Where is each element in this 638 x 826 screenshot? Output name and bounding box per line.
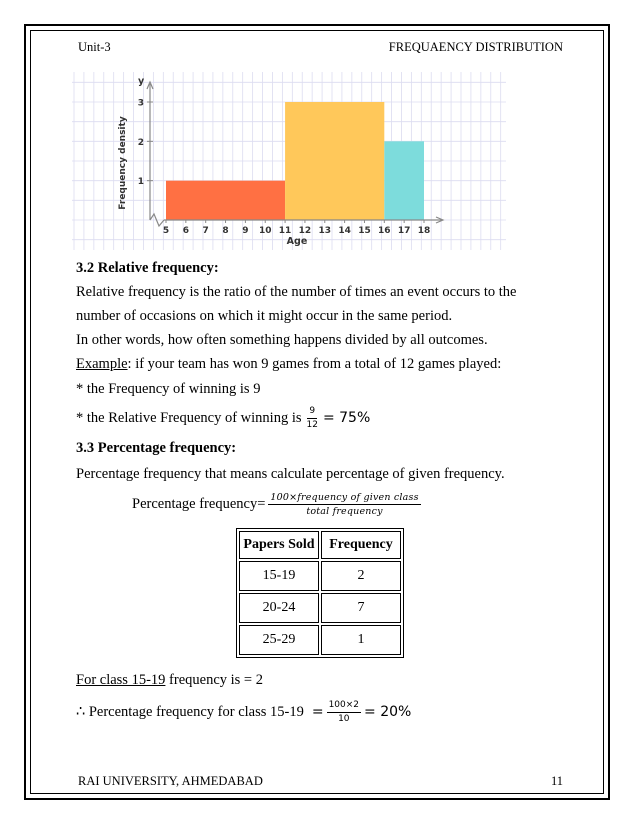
header-unit: Unit-3 <box>78 40 111 54</box>
footer-university: RAI UNIVERSITY, AHMEDABAD <box>78 774 263 788</box>
column-header-frequency: Frequency <box>321 531 401 559</box>
bullet-relative-frequency <box>76 406 370 431</box>
x-tick-label: 17 <box>397 226 411 236</box>
x-tick-label: 5 <box>162 226 170 236</box>
section-heading-percentage: 3.3 Percentage frequency: <box>76 440 237 456</box>
calc-equals: = <box>311 703 324 720</box>
histogram-bar <box>285 102 384 220</box>
example-label: Example <box>76 356 128 372</box>
table-cell: 25-29 <box>239 625 319 655</box>
histogram-chart <box>72 72 506 250</box>
calc-percentage-label: ∴ Percentage frequency for class 15-19 <box>76 703 304 720</box>
example-line <box>76 356 501 373</box>
frequency-table <box>236 528 404 658</box>
header-title: FREQUAENCY DISTRIBUTION <box>388 40 563 54</box>
percentage-formula <box>132 492 424 517</box>
calc-line-1 <box>76 672 263 689</box>
table-cell: 7 <box>321 593 401 623</box>
x-axis-label: Age <box>286 236 308 247</box>
relative-definition-line-1: Relative frequency is the ratio of the number of times an event occurs to the <box>76 284 517 300</box>
x-tick-label: 6 <box>182 226 189 236</box>
relative-fraction <box>305 406 320 431</box>
x-tick-label: 7 <box>202 226 209 236</box>
bullet-relative-label: * the Relative Frequency of winning is <box>76 409 302 426</box>
table-row <box>239 593 401 623</box>
example-text: : if your team has won 9 games from a total of 12 games played: <box>127 356 502 372</box>
table-header-row <box>239 531 401 559</box>
formula-fraction <box>268 492 420 517</box>
table-cell: 20-24 <box>239 593 319 623</box>
histogram-bar <box>166 181 285 220</box>
y-tick-label: 2 <box>137 137 144 148</box>
bullet-frequency: * the Frequency of winning is 9 <box>76 381 261 397</box>
calc-denominator: 10 <box>338 714 350 724</box>
table-cell: 1 <box>321 625 401 655</box>
x-tick-label: 12 <box>298 226 312 236</box>
fraction-denominator: 12 <box>306 420 318 430</box>
calc-result: = 20% <box>364 703 412 720</box>
relative-result: = 75% <box>322 409 371 426</box>
x-tick-label: 13 <box>318 226 332 236</box>
calc-fraction <box>327 700 361 725</box>
x-tick-label: 9 <box>242 226 249 236</box>
percentage-definition: Percentage frequency that means calculate percentage of given frequency. <box>76 466 505 482</box>
x-tick-label: 8 <box>222 226 229 236</box>
x-tick-label: 10 <box>258 226 272 236</box>
table-row <box>239 561 401 591</box>
y-axis-letter: y <box>138 76 145 87</box>
y-tick-label: 1 <box>137 177 144 188</box>
y-axis-label: Frequency density <box>118 116 128 210</box>
calc-numerator: 100×2 <box>327 700 361 713</box>
calc-line-2 <box>76 700 411 725</box>
x-tick-label: 11 <box>278 226 292 236</box>
x-tick-label: 15 <box>358 226 371 236</box>
formula-numerator: 100×frequency of given class <box>270 492 419 503</box>
relative-definition-line-3: In other words, how often something happens divided by all outcomes. <box>76 332 488 348</box>
x-tick-label: 18 <box>417 226 431 236</box>
section-heading-relative: 3.2 Relative frequency: <box>76 260 219 276</box>
relative-definition-line-2: number of occasions on which it might occur in the same period. <box>76 308 453 324</box>
x-tick-label: 14 <box>338 226 351 236</box>
fraction-numerator: 9 <box>307 406 317 419</box>
x-tick-label: 16 <box>378 226 391 236</box>
formula-label: Percentage frequency= <box>132 495 266 512</box>
calc-frequency-text: frequency is = 2 <box>165 672 263 688</box>
table-row <box>239 625 401 655</box>
footer-page-number: 11 <box>550 774 563 788</box>
table-cell: 2 <box>321 561 401 591</box>
column-header-papers-sold: Papers Sold <box>239 531 319 559</box>
calc-class-label: For class 15-19 <box>76 672 166 688</box>
table-cell: 15-19 <box>239 561 319 591</box>
formula-denominator: total frequency <box>306 506 383 517</box>
y-tick-label: 3 <box>137 98 144 109</box>
histogram-bar <box>384 141 424 220</box>
